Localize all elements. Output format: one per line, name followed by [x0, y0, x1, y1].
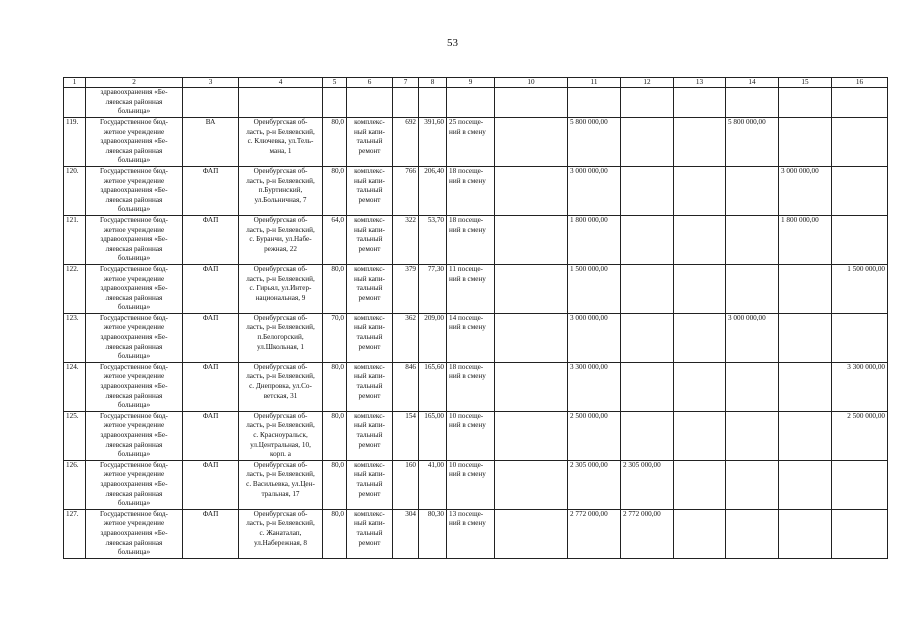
cell-type: ФАП — [183, 166, 239, 215]
cell-7: 766 — [393, 166, 419, 215]
cell-8: 53,70 — [419, 215, 447, 264]
cell-5: 80,0 — [323, 460, 347, 509]
header-col-14: 14 — [726, 78, 779, 88]
cell-5: 80,0 — [323, 118, 347, 167]
table-row — [64, 362, 888, 411]
cell-type: ФАП — [183, 362, 239, 411]
cell-capacity: 18 посеще- ний в смену — [447, 166, 495, 215]
cell-institution: Государственное бюд- жетное учреждение здравоохранения «Бе- ляевская районная больница» — [86, 411, 183, 460]
cell-address: Оренбургская об- ласть, р-н Беляевский, п.Буртинский, ул.Больничная, 7 — [239, 166, 323, 215]
cell-13 — [674, 411, 726, 460]
table-row — [64, 215, 888, 264]
cell-16 — [832, 215, 888, 264]
cell-13 — [674, 215, 726, 264]
cell-14: 5 800 000,00 — [726, 118, 779, 167]
cell-12 — [621, 313, 674, 362]
cell-11: 3 000 000,00 — [568, 166, 621, 215]
cell-type: ФАП — [183, 509, 239, 558]
cell-type: ФАП — [183, 264, 239, 313]
cell-work: комплекс- ный капи- тальный ремонт — [347, 264, 393, 313]
cell-8: 209,00 — [419, 313, 447, 362]
table-row — [64, 411, 888, 460]
cell-14 — [726, 264, 779, 313]
cell-no: 123. — [64, 313, 86, 362]
cell-work: комплекс- ный капи- тальный ремонт — [347, 460, 393, 509]
header-row — [64, 78, 888, 88]
cell-address — [239, 88, 323, 118]
table-row — [64, 460, 888, 509]
cell-11: 2 305 000,00 — [568, 460, 621, 509]
cell-no: 126. — [64, 460, 86, 509]
cell-10 — [495, 411, 568, 460]
cell-7: 846 — [393, 362, 419, 411]
cell-14 — [726, 88, 779, 118]
cell-14 — [726, 362, 779, 411]
cell-16: 2 500 000,00 — [832, 411, 888, 460]
cell-15 — [779, 411, 832, 460]
cell-11: 5 800 000,00 — [568, 118, 621, 167]
cell-7: 362 — [393, 313, 419, 362]
cell-16: 3 300 000,00 — [832, 362, 888, 411]
cell-12 — [621, 411, 674, 460]
cell-7: 304 — [393, 509, 419, 558]
cell-capacity: 18 посеще- ний в смену — [447, 362, 495, 411]
cell-7: 160 — [393, 460, 419, 509]
cell-work: комплекс- ный капи- тальный ремонт — [347, 118, 393, 167]
cell-15 — [779, 460, 832, 509]
cell-no: 127. — [64, 509, 86, 558]
cell-10 — [495, 88, 568, 118]
cell-institution: Государственное бюд- жетное учреждение здравоохранения «Бе- ляевская районная больница» — [86, 166, 183, 215]
cell-12: 2 305 000,00 — [621, 460, 674, 509]
cell-13 — [674, 313, 726, 362]
cell-10 — [495, 264, 568, 313]
cell-11 — [568, 88, 621, 118]
cell-institution: здравоохранения «Бе- ляевская районная больница» — [86, 88, 183, 118]
cell-10 — [495, 215, 568, 264]
cell-type: ВА — [183, 118, 239, 167]
cell-11: 1 500 000,00 — [568, 264, 621, 313]
header-col-12: 12 — [621, 78, 674, 88]
header-col-10: 10 — [495, 78, 568, 88]
cell-7: 379 — [393, 264, 419, 313]
cell-address: Оренбургская об- ласть, р-н Беляевский, с. Буранчи, ул.Набе- режная, 22 — [239, 215, 323, 264]
header-col-2: 2 — [86, 78, 183, 88]
cell-12 — [621, 215, 674, 264]
cell-12 — [621, 362, 674, 411]
cell-12: 2 772 000,00 — [621, 509, 674, 558]
cell-10 — [495, 362, 568, 411]
cell-institution: Государственное бюд- жетное учреждение здравоохранения «Бе- ляевская районная больница» — [86, 509, 183, 558]
cell-11: 3 000 000,00 — [568, 313, 621, 362]
cell-work: комплекс- ный капи- тальный ремонт — [347, 411, 393, 460]
cell-type — [183, 88, 239, 118]
cell-16 — [832, 88, 888, 118]
cell-16 — [832, 509, 888, 558]
cell-work: комплекс- ный капи- тальный ремонт — [347, 313, 393, 362]
cell-14 — [726, 460, 779, 509]
header-col-6: 6 — [347, 78, 393, 88]
cell-10 — [495, 313, 568, 362]
cell-capacity — [447, 88, 495, 118]
cell-institution: Государственное бюд- жетное учреждение здравоохранения «Бе- ляевская районная больница» — [86, 264, 183, 313]
cell-10 — [495, 166, 568, 215]
cell-7: 154 — [393, 411, 419, 460]
cell-no: 119. — [64, 118, 86, 167]
header-col-11: 11 — [568, 78, 621, 88]
cell-7: 322 — [393, 215, 419, 264]
cell-address: Оренбургская об- ласть, р-н Беляевский, с. Гирьял, ул.Интер- национальная, 9 — [239, 264, 323, 313]
cell-work: комплекс- ный капи- тальный ремонт — [347, 215, 393, 264]
header-col-8: 8 — [419, 78, 447, 88]
cell-16 — [832, 118, 888, 167]
cell-15 — [779, 264, 832, 313]
cell-11: 2 772 000,00 — [568, 509, 621, 558]
cell-no: 120. — [64, 166, 86, 215]
cell-12 — [621, 88, 674, 118]
cell-16 — [832, 166, 888, 215]
cell-15: 1 800 000,00 — [779, 215, 832, 264]
cell-8: 165,00 — [419, 411, 447, 460]
cell-5: 80,0 — [323, 362, 347, 411]
cell-8: 77,30 — [419, 264, 447, 313]
cell-type: ФАП — [183, 460, 239, 509]
cell-8: 41,00 — [419, 460, 447, 509]
cell-address: Оренбургская об- ласть, р-н Беляевский, с. Днепровка, ул.Со- ветская, 31 — [239, 362, 323, 411]
cell-institution: Государственное бюд- жетное учреждение здравоохранения «Бе- ляевская районная больница» — [86, 460, 183, 509]
cell-institution: Государственное бюд- жетное учреждение здравоохранения «Бе- ляевская районная больница» — [86, 118, 183, 167]
header-col-16: 16 — [832, 78, 888, 88]
cell-capacity: 18 посеще- ний в смену — [447, 215, 495, 264]
cell-5: 70,0 — [323, 313, 347, 362]
cell-11: 2 500 000,00 — [568, 411, 621, 460]
cell-11: 1 800 000,00 — [568, 215, 621, 264]
cell-10 — [495, 460, 568, 509]
cell-institution: Государственное бюд- жетное учреждение здравоохранения «Бе- ляевская районная больница» — [86, 215, 183, 264]
cell-14 — [726, 411, 779, 460]
cell-14 — [726, 215, 779, 264]
cell-7 — [393, 88, 419, 118]
cell-address: Оренбургская об- ласть, р-н Беляевский, с. Жанаталап, ул.Набережная, 8 — [239, 509, 323, 558]
cell-12 — [621, 264, 674, 313]
cell-15 — [779, 362, 832, 411]
cell-12 — [621, 166, 674, 215]
page-number: 53 — [447, 37, 458, 49]
table-row — [64, 118, 888, 167]
cell-5: 64,0 — [323, 215, 347, 264]
continuation-row — [64, 88, 888, 118]
cell-5: 80,0 — [323, 264, 347, 313]
header-col-7: 7 — [393, 78, 419, 88]
cell-work: комплекс- ный капи- тальный ремонт — [347, 509, 393, 558]
cell-13 — [674, 362, 726, 411]
cell-8 — [419, 88, 447, 118]
cell-15 — [779, 88, 832, 118]
cell-13 — [674, 460, 726, 509]
cell-16: 1 500 000,00 — [832, 264, 888, 313]
cell-type: ФАП — [183, 215, 239, 264]
cell-7: 692 — [393, 118, 419, 167]
cell-12 — [621, 118, 674, 167]
cell-no: 124. — [64, 362, 86, 411]
cell-13 — [674, 509, 726, 558]
header-col-15: 15 — [779, 78, 832, 88]
header-col-5: 5 — [323, 78, 347, 88]
cell-type: ФАП — [183, 411, 239, 460]
table-row — [64, 166, 888, 215]
cell-capacity: 11 посеще- ний в смену — [447, 264, 495, 313]
cell-15 — [779, 313, 832, 362]
cell-14 — [726, 166, 779, 215]
cell-5: 80,0 — [323, 509, 347, 558]
cell-16 — [832, 460, 888, 509]
table-row — [64, 264, 888, 313]
cell-no: 121. — [64, 215, 86, 264]
cell-capacity: 25 посеще- ний в смену — [447, 118, 495, 167]
cell-institution: Государственное бюд- жетное учреждение здравоохранения «Бе- ляевская районная больница» — [86, 313, 183, 362]
cell-13 — [674, 88, 726, 118]
cell-13 — [674, 264, 726, 313]
cell-capacity: 10 посеще- ний в смену — [447, 460, 495, 509]
cell-8: 165,60 — [419, 362, 447, 411]
cell-work: комплекс- ный капи- тальный ремонт — [347, 362, 393, 411]
cell-no: 122. — [64, 264, 86, 313]
table-row — [64, 509, 888, 558]
cell-15 — [779, 118, 832, 167]
cell-13 — [674, 166, 726, 215]
cell-no — [64, 88, 86, 118]
cell-14 — [726, 509, 779, 558]
cell-8: 80,30 — [419, 509, 447, 558]
cell-address: Оренбургская об- ласть, р-н Беляевский, с. Ключевка, ул.Тель- мана, 1 — [239, 118, 323, 167]
cell-capacity: 13 посеще- ний в смену — [447, 509, 495, 558]
cell-8: 391,60 — [419, 118, 447, 167]
cell-15: 3 000 000,00 — [779, 166, 832, 215]
header-col-13: 13 — [674, 78, 726, 88]
header-col-3: 3 — [183, 78, 239, 88]
cell-type: ФАП — [183, 313, 239, 362]
cell-13 — [674, 118, 726, 167]
cell-11: 3 300 000,00 — [568, 362, 621, 411]
cell-14: 3 000 000,00 — [726, 313, 779, 362]
cell-capacity: 14 посеще- ний в смену — [447, 313, 495, 362]
cell-5 — [323, 88, 347, 118]
cell-address: Оренбургская об- ласть, р-н Беляевский, п.Белогорский, ул.Школьная, 1 — [239, 313, 323, 362]
cell-capacity: 10 посеще- ний в смену — [447, 411, 495, 460]
header-col-1: 1 — [64, 78, 86, 88]
cell-institution: Государственное бюд- жетное учреждение здравоохранения «Бе- ляевская районная больница» — [86, 362, 183, 411]
header-col-9: 9 — [447, 78, 495, 88]
cell-address: Оренбургская об- ласть, р-н Беляевский, с. Красноуральск, ул.Центральная, 10, корп. а — [239, 411, 323, 460]
cell-5: 80,0 — [323, 166, 347, 215]
cell-10 — [495, 509, 568, 558]
cell-10 — [495, 118, 568, 167]
cell-work: комплекс- ный капи- тальный ремонт — [347, 166, 393, 215]
cell-address: Оренбургская об- ласть, р-н Беляевский, с. Васильевка, ул.Цен- тральная, 17 — [239, 460, 323, 509]
cell-15 — [779, 509, 832, 558]
cell-5: 80,0 — [323, 411, 347, 460]
cell-16 — [832, 313, 888, 362]
header-col-4: 4 — [239, 78, 323, 88]
cell-8: 206,40 — [419, 166, 447, 215]
cell-no: 125. — [64, 411, 86, 460]
table-row — [64, 313, 888, 362]
register-table — [63, 77, 888, 559]
cell-work — [347, 88, 393, 118]
